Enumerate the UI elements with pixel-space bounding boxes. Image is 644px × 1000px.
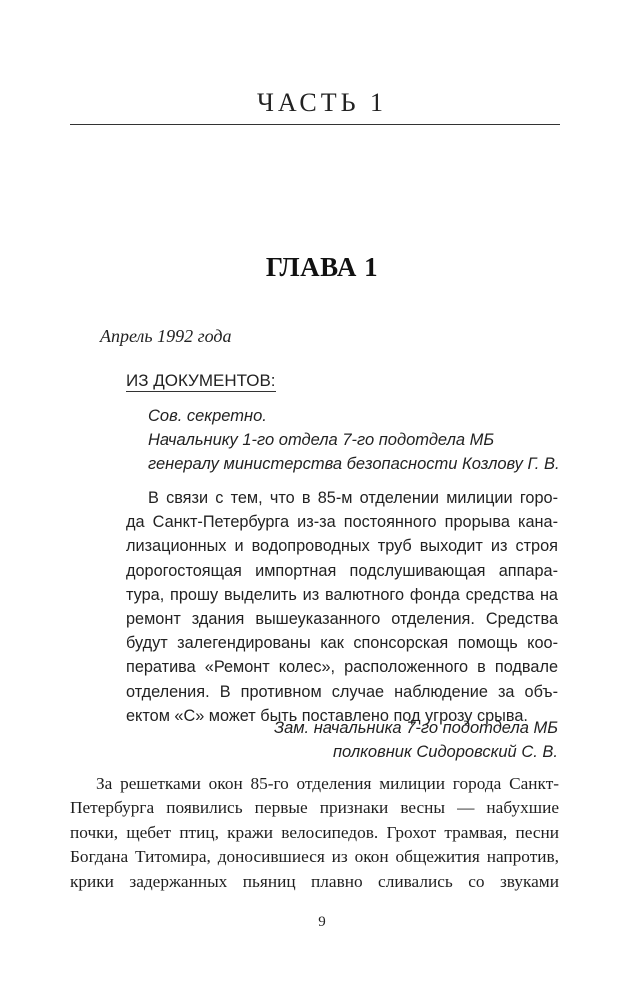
memo-body-line: будут залегендированы как спонсорская помощь коо- — [126, 634, 558, 653]
memo-header — [148, 404, 568, 476]
chapter-title: ГЛАВА 1 — [265, 252, 379, 282]
memo-body-line: ремонт здания вышеуказанного отделения. Средства — [126, 610, 558, 629]
running-head: ЧАСТЬ 1 — [256, 88, 388, 117]
narrative-line: За решетками окон 85-го отделения милиции города Санкт- — [96, 774, 559, 793]
page-number: 9 — [318, 914, 326, 930]
narrative-line: Петербурга появились первые признаки весны — набухшие — [70, 798, 559, 818]
documents-heading-text: ИЗ ДОКУМЕНТОВ: — [126, 371, 276, 390]
date-line: Апрель 1992 года — [100, 326, 232, 346]
narrative-line: Богдана Титомира, доносившиеся из окон общежития напротив, — [70, 847, 559, 867]
memo-header-line: Сов. секретно. — [148, 407, 267, 425]
memo-body-line: В связи с тем, что в 85-м отделении милиции горо- — [148, 489, 558, 507]
memo-header-line: Начальнику 1-го отдела 7-го подотдела МБ — [148, 431, 495, 449]
signature-line: полковник Сидоровский С. В. — [332, 743, 558, 761]
memo-body-line: ператива «Ремонт колес», расположенного в подвале — [126, 658, 558, 677]
narrative-paragraph — [70, 772, 559, 894]
memo-body-line: дорогостоящая импортная подслушивающая аппара- — [126, 561, 558, 580]
memo-header-line: генералу министерства безопасности Козлову Г. В. — [148, 455, 560, 473]
memo-body — [126, 486, 558, 728]
memo-body-line: да Санкт-Петербурга из-за постоянного прорыва кана- — [126, 513, 558, 532]
memo-body-line: лизационных и водопроводных труб выходит из строя — [126, 537, 558, 556]
narrative-line: почки, щебет птиц, кражи велосипедов. Грохот трамвая, песни — [70, 822, 559, 842]
documents-heading — [126, 371, 276, 391]
memo-body-line: ектом «С» может быть поставлено под угрозу срыва. — [126, 706, 528, 725]
narrative-line: крики задержанных пьяниц плавно сливались со звуками — [70, 871, 559, 891]
memo-body-line: отделения. В противном случае наблюдение за объ- — [126, 682, 558, 701]
memo-body-line: тура, прошу выделить из валютного фонда средства на — [126, 585, 558, 604]
running-head-rule — [70, 124, 560, 125]
memo-signature — [274, 716, 558, 764]
signature-line: Зам. начальника 7-го подотдела МБ — [273, 719, 558, 737]
